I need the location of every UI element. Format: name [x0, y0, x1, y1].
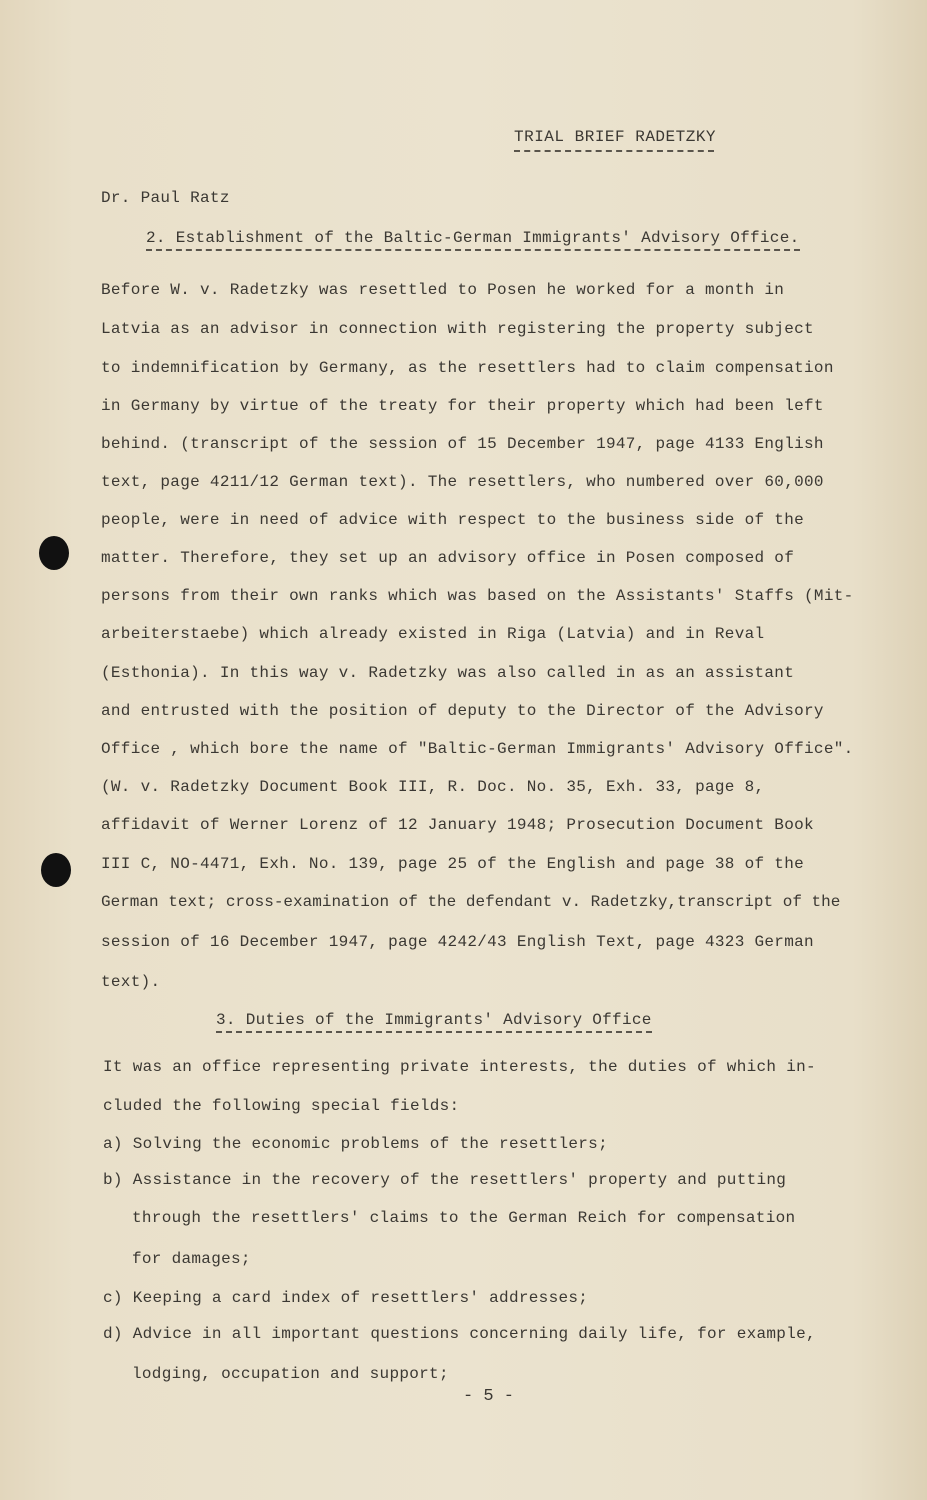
punch-hole-top: [39, 536, 69, 570]
paragraph-line: text, page 4211/12 German text). The resettlers, who numbered over 60,000: [101, 473, 824, 491]
list-item-b-cont: through the resettlers' claims to the German Reich for compensation: [132, 1209, 796, 1227]
paragraph-line: German text; cross-examination of the defendant v. Radetzky,transcript of the: [101, 893, 841, 911]
paragraph-line: session of 16 December 1947, page 4242/43 English Text, page 4323 German: [101, 933, 814, 951]
list-item-d-cont: lodging, occupation and support;: [132, 1365, 449, 1383]
paragraph-line: cluded the following special fields:: [103, 1097, 460, 1115]
section-3-heading-text: 3. Duties of the Immigrants' Advisory Office: [216, 1011, 652, 1033]
paragraph-line: text).: [101, 973, 161, 991]
header-underline: [514, 150, 714, 152]
paragraph-line: and entrusted with the position of deputy to the Director of the Advisory: [101, 702, 824, 720]
paragraph-line: Office , which bore the name of "Baltic-German Immigrants' Advisory Office".: [101, 740, 854, 758]
paragraph-line: III C, NO-4471, Exh. No. 139, page 25 of the English and page 38 of the: [101, 855, 805, 873]
list-item-d: d) Advice in all important questions concerning daily life, for example,: [103, 1325, 816, 1343]
paragraph-line: to indemnification by Germany, as the resettlers had to claim compensation: [101, 359, 834, 377]
section-2-heading: [146, 229, 800, 247]
section-2-heading-text: 2. Establishment of the Baltic-German Immigrants' Advisory Office.: [146, 229, 800, 251]
list-item-c: c) Keeping a card index of resettlers' addresses;: [103, 1289, 589, 1307]
page-number: - 5 -: [463, 1387, 515, 1406]
punch-hole-bottom: [41, 853, 71, 887]
paragraph-line: affidavit of Werner Lorenz of 12 January 1948; Prosecution Document Book: [101, 816, 814, 834]
paragraph-line: Before W. v. Radetzky was resettled to Posen he worked for a month in: [101, 281, 785, 299]
list-item-a: a) Solving the economic problems of the resettlers;: [103, 1135, 608, 1153]
paragraph-line: people, were in need of advice with respect to the business side of the: [101, 511, 805, 529]
paragraph-line: persons from their own ranks which was based on the Assistants' Staffs (Mit-: [101, 587, 854, 605]
paragraph-line: arbeiterstaebe) which already existed in Riga (Latvia) and in Reval: [101, 625, 765, 643]
list-item-b: b) Assistance in the recovery of the resettlers' property and putting: [103, 1171, 787, 1189]
paragraph-line: in Germany by virtue of the treaty for their property which had been left: [101, 397, 824, 415]
author-line: Dr. Paul Ratz: [101, 189, 230, 207]
paragraph-line: (W. v. Radetzky Document Book III, R. Doc. No. 35, Exh. 33, page 8,: [101, 778, 765, 796]
paragraph-line: matter. Therefore, they set up an advisory office in Posen composed of: [101, 549, 795, 567]
list-item-b-cont: for damages;: [132, 1250, 251, 1268]
paragraph-line: Latvia as an advisor in connection with registering the property subject: [101, 320, 814, 338]
paragraph-line: (Esthonia). In this way v. Radetzky was also called in as an assistant: [101, 664, 795, 682]
paragraph-line: behind. (transcript of the session of 15 December 1947, page 4133 English: [101, 435, 824, 453]
paragraph-line: It was an office representing private interests, the duties of which in-: [103, 1058, 816, 1076]
document-header-title: TRIAL BRIEF RADETZKY: [514, 128, 717, 146]
section-3-heading: [216, 1011, 652, 1029]
